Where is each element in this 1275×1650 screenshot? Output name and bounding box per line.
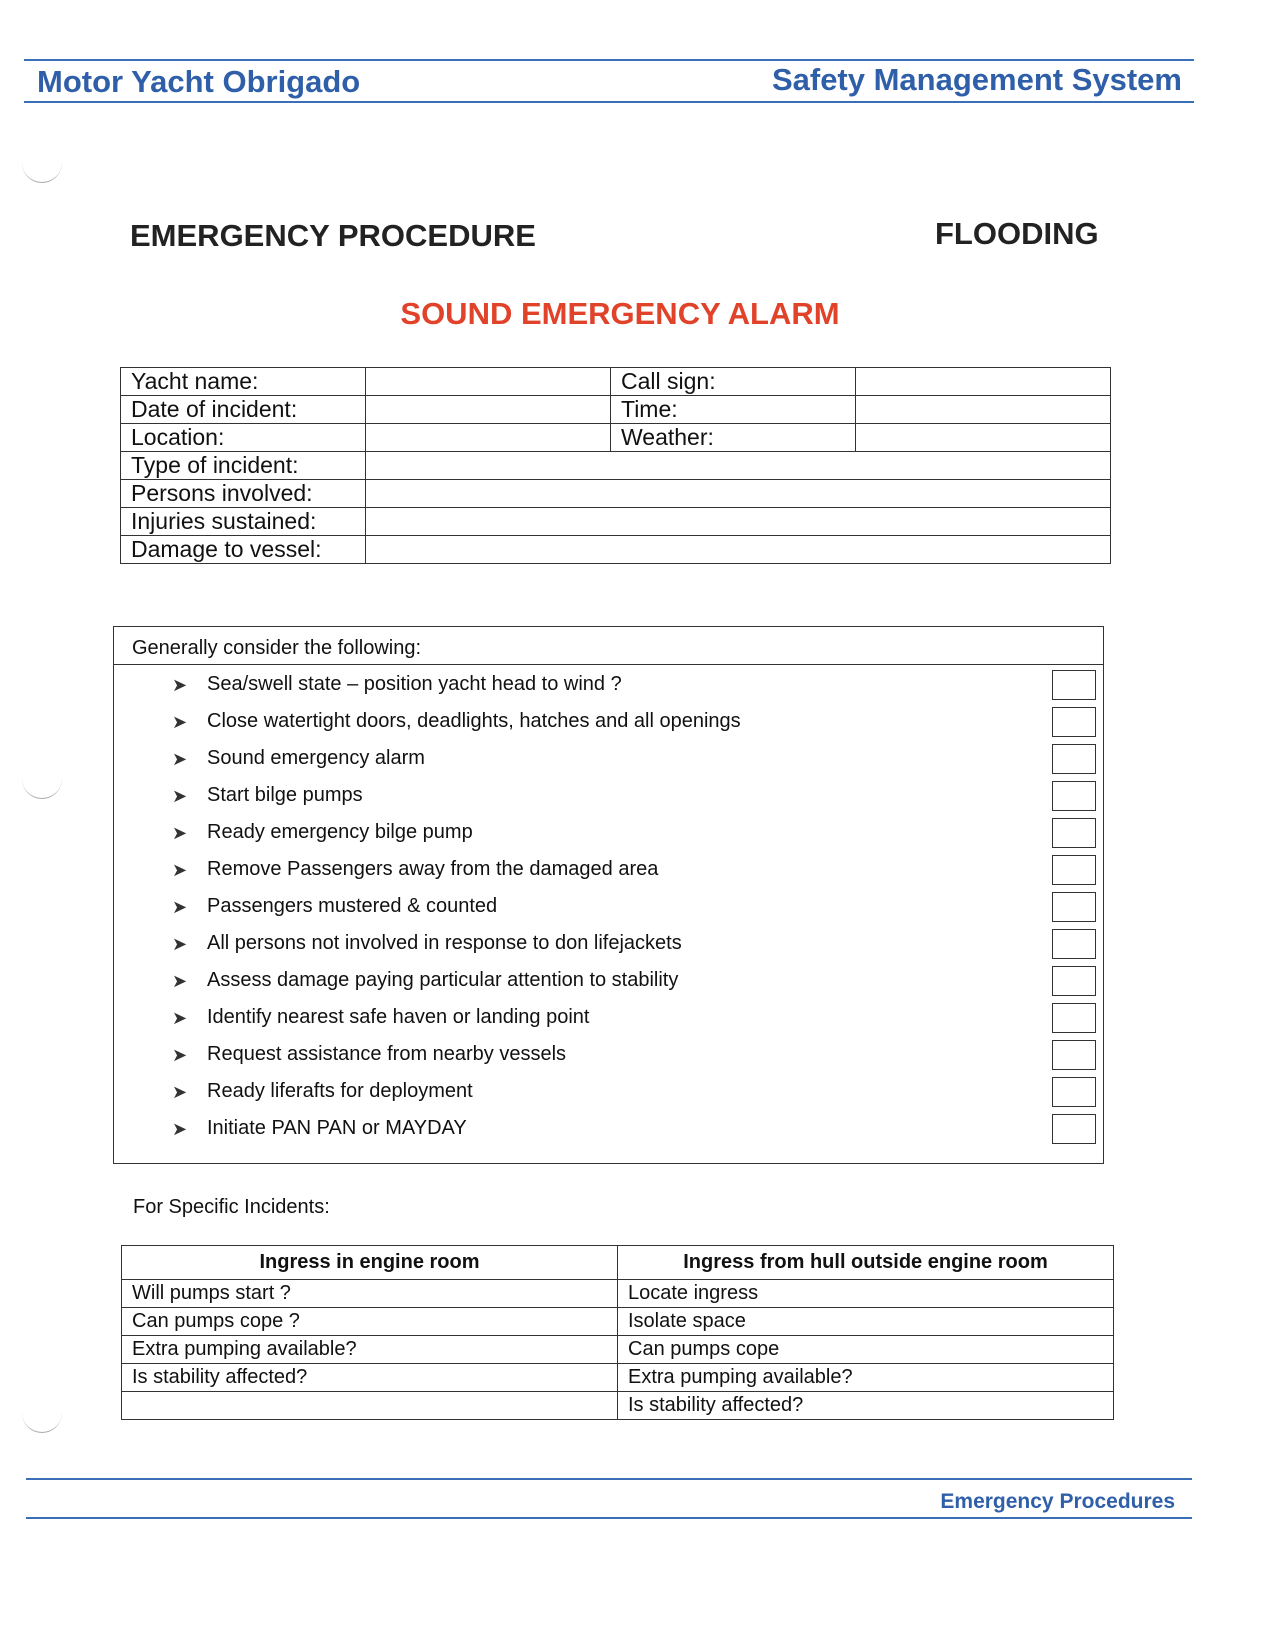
checkbox[interactable] bbox=[1052, 1077, 1096, 1107]
injuries-field[interactable] bbox=[366, 508, 1111, 536]
arrow-bullet-icon: ➤ bbox=[172, 823, 188, 843]
specific-incidents-table bbox=[121, 1245, 1114, 1420]
date-field[interactable] bbox=[366, 396, 611, 424]
checklist-heading: Generally consider the following: bbox=[114, 627, 1103, 665]
hull-item: Extra pumping available? bbox=[618, 1364, 1114, 1392]
checkbox[interactable] bbox=[1052, 707, 1096, 737]
checkbox[interactable] bbox=[1052, 744, 1096, 774]
checklist-item: ➤ Start bilge pumps bbox=[114, 781, 1103, 819]
checkbox[interactable] bbox=[1052, 855, 1096, 885]
arrow-bullet-icon: ➤ bbox=[172, 860, 188, 880]
hull-header: Ingress from hull outside engine room bbox=[618, 1246, 1114, 1280]
punch-hole-mark bbox=[22, 778, 62, 799]
consider-checklist bbox=[113, 626, 1104, 1164]
arrow-bullet-icon: ➤ bbox=[172, 1045, 188, 1065]
arrow-bullet-icon: ➤ bbox=[172, 971, 188, 991]
persons-label: Persons involved: bbox=[121, 480, 366, 508]
punch-hole-mark bbox=[22, 162, 62, 183]
checkbox[interactable] bbox=[1052, 966, 1096, 996]
date-label: Date of incident: bbox=[121, 396, 366, 424]
time-field[interactable] bbox=[856, 396, 1111, 424]
arrow-bullet-icon: ➤ bbox=[172, 1082, 188, 1102]
yacht-name-field[interactable] bbox=[366, 368, 611, 396]
checkbox[interactable] bbox=[1052, 781, 1096, 811]
engine-room-item bbox=[122, 1392, 618, 1420]
location-label: Location: bbox=[121, 424, 366, 452]
location-field[interactable] bbox=[366, 424, 611, 452]
checklist-item: ➤ Identify nearest safe haven or landing point bbox=[114, 1003, 1103, 1041]
yacht-name-label: Yacht name: bbox=[121, 368, 366, 396]
alarm-banner: SOUND EMERGENCY ALARM bbox=[400, 296, 840, 331]
incident-info-table bbox=[120, 367, 1111, 564]
arrow-bullet-icon: ➤ bbox=[172, 712, 188, 732]
injuries-label: Injuries sustained: bbox=[121, 508, 366, 536]
arrow-bullet-icon: ➤ bbox=[172, 1008, 188, 1028]
system-name: Safety Management System bbox=[771, 62, 1182, 97]
checklist-item: ➤ Sound emergency alarm bbox=[114, 744, 1103, 782]
persons-field[interactable] bbox=[366, 480, 1111, 508]
arrow-bullet-icon: ➤ bbox=[172, 897, 188, 917]
punch-hole-mark bbox=[22, 1412, 62, 1433]
checklist-item: ➤ Ready liferafts for deployment bbox=[114, 1077, 1103, 1115]
damage-field[interactable] bbox=[366, 536, 1111, 564]
procedure-title: EMERGENCY PROCEDURE bbox=[130, 218, 536, 253]
checklist-item: ➤ Close watertight doors, deadlights, hatches and all openings bbox=[114, 707, 1103, 745]
time-label: Time: bbox=[611, 396, 856, 424]
engine-room-header: Ingress in engine room bbox=[122, 1246, 618, 1280]
incident-type-label: Type of incident: bbox=[121, 452, 366, 480]
footer-bottom-rule bbox=[26, 1517, 1192, 1519]
call-sign-field[interactable] bbox=[856, 368, 1111, 396]
checkbox[interactable] bbox=[1052, 670, 1096, 700]
call-sign-label: Call sign: bbox=[611, 368, 856, 396]
checklist-item: ➤ Remove Passengers away from the damaged area bbox=[114, 855, 1103, 893]
hull-item: Is stability affected? bbox=[618, 1392, 1114, 1420]
specific-incidents-label: For Specific Incidents: bbox=[133, 1196, 330, 1218]
engine-room-item: Is stability affected? bbox=[122, 1364, 618, 1392]
footer-title: Emergency Procedures bbox=[940, 1490, 1175, 1513]
checklist-item: ➤ All persons not involved in response to don lifejackets bbox=[114, 929, 1103, 967]
procedure-type: FLOODING bbox=[935, 216, 1099, 251]
checkbox[interactable] bbox=[1052, 1114, 1096, 1144]
weather-label: Weather: bbox=[611, 424, 856, 452]
checklist-item: ➤ Request assistance from nearby vessels bbox=[114, 1040, 1103, 1078]
damage-label: Damage to vessel: bbox=[121, 536, 366, 564]
checkbox[interactable] bbox=[1052, 929, 1096, 959]
vessel-name: Motor Yacht Obrigado bbox=[37, 64, 361, 99]
checkbox[interactable] bbox=[1052, 892, 1096, 922]
checkbox[interactable] bbox=[1052, 1040, 1096, 1070]
hull-item: Locate ingress bbox=[618, 1280, 1114, 1308]
checklist-item: ➤ Initiate PAN PAN or MAYDAY bbox=[114, 1114, 1103, 1152]
engine-room-item: Can pumps cope ? bbox=[122, 1308, 618, 1336]
arrow-bullet-icon: ➤ bbox=[172, 675, 188, 695]
hull-item: Isolate space bbox=[618, 1308, 1114, 1336]
checklist-item: ➤ Assess damage paying particular attention to stability bbox=[114, 966, 1103, 1004]
arrow-bullet-icon: ➤ bbox=[172, 934, 188, 954]
checklist-item: ➤ Sea/swell state – position yacht head to wind ? bbox=[114, 670, 1103, 708]
incident-type-field[interactable] bbox=[366, 452, 1111, 480]
footer-top-rule bbox=[26, 1478, 1192, 1480]
checkbox[interactable] bbox=[1052, 818, 1096, 848]
arrow-bullet-icon: ➤ bbox=[172, 1119, 188, 1139]
arrow-bullet-icon: ➤ bbox=[172, 749, 188, 769]
hull-item: Can pumps cope bbox=[618, 1336, 1114, 1364]
checklist-item: ➤ Passengers mustered & counted bbox=[114, 892, 1103, 930]
engine-room-item: Will pumps start ? bbox=[122, 1280, 618, 1308]
arrow-bullet-icon: ➤ bbox=[172, 786, 188, 806]
header-top-rule bbox=[24, 59, 1194, 61]
weather-field[interactable] bbox=[856, 424, 1111, 452]
header-bottom-rule bbox=[24, 101, 1194, 103]
checkbox[interactable] bbox=[1052, 1003, 1096, 1033]
engine-room-item: Extra pumping available? bbox=[122, 1336, 618, 1364]
checklist-item: ➤ Ready emergency bilge pump bbox=[114, 818, 1103, 856]
